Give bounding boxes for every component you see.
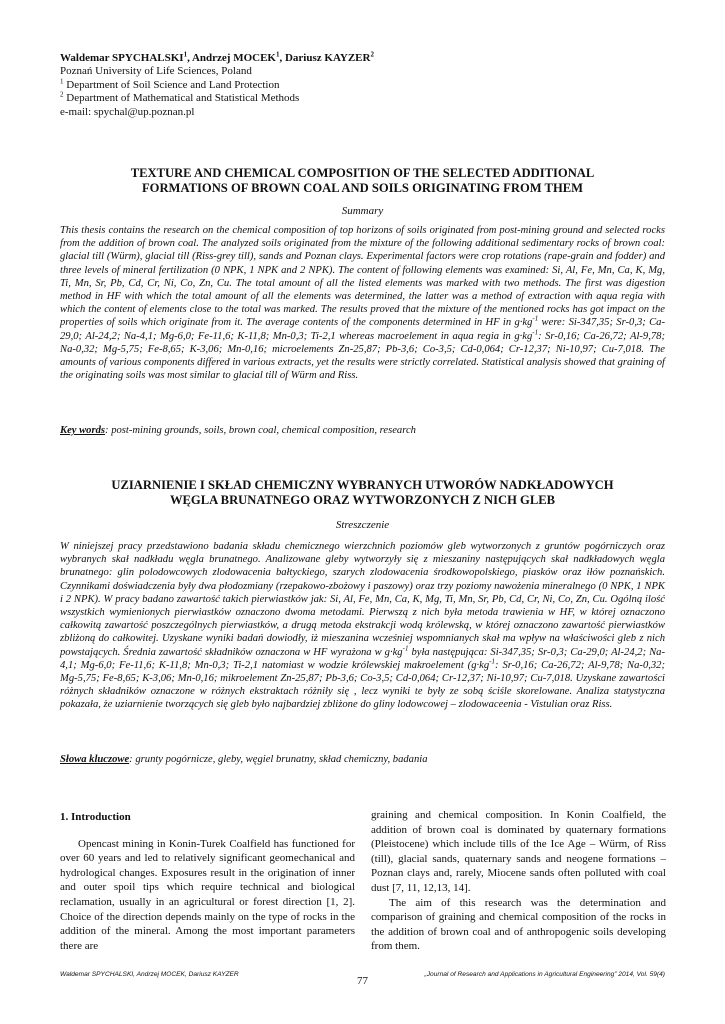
author-separator: ,: [279, 52, 285, 64]
streszczenie-heading: Streszczenie: [335, 519, 390, 531]
abstract-text: This thesis contains the research on the chemical composition of top horizons of soils originated from post-mining ground and selected rocks from the addition of brown coal. The analyzed soils originated from the mixture of the following additional sedimentary rocks of brown coal: glacial till (Würm), glacial till (Riss-grey till), sands and Poznan clays. Experimental factors were crop rotations (rape-grain and fodder) and three levels of mineral fertilization (0 NPK, 1 NPK and 2 NPK). The content of following elements was examined: Si, Al, Fe, Mn, Ca, K, Mg, Ti, Mn, Sr, Pb, Cd, Cr, Ni, Co, Zn, Cu. The total amount of all the listed elements was marked with two methods. The first was digestion method in HF with which the total amount of all the elements was determined, the latter was a method of extraction with aqua regia with which the content of elements close to the total was marked. The results proved that the mixture of the mentioned rocks has got impact on the properties of soils which originate from it. The average contents of the components determined in HF in g·kg: [60, 225, 665, 329]
title-line: FORMATIONS OF BROWN COAL AND SOILS ORIGINATING FROM THEM: [141, 181, 584, 195]
body-column-right: [371, 808, 666, 954]
affil-text: Department of Mathematical and Statistical Methods: [66, 92, 300, 105]
author-affil-mark: 2: [370, 50, 374, 59]
keywords-text: : grunty pogórnicze, gleby, węgiel brunatny, skład chemiczny, badania: [129, 754, 428, 765]
abstract-text: : Sr-0,16; Ca-26,72; Al-9,78; Na-0,32; Mg-5,75; Fe-8,65; K-3,06; Mn-0,16; mikroelement Zn-25,87; Pb-3,6; Co-3,5; Cd-0,064; Cr-12,37; Ni-10,97; Cu-7,018. Uzyskane zawartości różnych składników oznaczone w różnych ekstraktach różniły się , lecz wyniki te były ze sobą ściśle skorelowane. Analiza statystyczna pokazała, że uziarnienie tworzących się gleb było najbardziej zbliżone do gliny lodowcowej – zlodowaceenia - Vistulian oraz Riss.: [60, 659, 666, 711]
email: e-mail: spychal@up.poznan.pl: [60, 105, 195, 118]
unit-exponent: -1: [532, 328, 539, 337]
affiliation-2: [60, 92, 660, 105]
summary-heading: Summary: [341, 205, 384, 217]
title-line: WĘGLA BRUNATNEGO ORAZ WYTWORZONYCH Z NICH GLEB: [169, 493, 556, 507]
body-paragraph: The aim of this research was the determination and comparison of graining and chemical composition of the rocks in the addition of brown coal and of anthropogenic soils developing from them.: [371, 896, 666, 953]
affil-text: Department of Soil Science and Land Protection: [66, 78, 280, 91]
abstract-text: : Sr-0,16; Ca-26,72; Al-9,78; Na-0,32; Mg-5,75; Fe-8,65; K-3,06; Mn-0,16; microelements Zn-25,87; Pb-3,6; Co-3,5; Cd-0,064; Cr-12,37; Ni-10,97; Cu-7,018. The amounts of various components differed in various extracts, yet the results were strictly correlated. Statistical analysis showed that graining of the originating soils was most similar to glacial till of Würm and Riss.: [60, 330, 665, 382]
keywords-label: Słowa kluczowe: [60, 754, 130, 765]
affil-mark: 2: [60, 90, 64, 99]
keywords-label: Key words: [60, 425, 106, 436]
english-keywords: [60, 424, 665, 437]
abstract-text: była następująca: Si-347,35; Sr-0,3; Ca-29,0; Al-24,2; Na-4,1; Mg-6,0; Fe-11,6; K-11,8; Mn-0,3; Ti-2,1 natomiast w wodzie królewskiej makroelement (g·kg: [60, 646, 665, 671]
author-name: Dariusz KAYZER: [284, 52, 371, 64]
unit-exponent: -1: [402, 644, 409, 653]
footer-journal: „Journal of Research and Applications in Agricultural Engineering” 2014, Vol. 59(4): [424, 971, 665, 978]
author-line: [60, 52, 660, 65]
body-column-left: [60, 810, 355, 953]
english-abstract: [60, 224, 665, 382]
author-name: Andrzej MOCEK: [191, 52, 276, 64]
author-block: [60, 52, 660, 119]
section-heading: 1. Introduction: [60, 811, 131, 823]
university: Poznań University of Life Sciences, Poland: [60, 65, 252, 78]
title-line: TEXTURE AND CHEMICAL COMPOSITION OF THE SELECTED ADDITIONAL: [130, 166, 595, 180]
affil-mark: 1: [60, 77, 64, 86]
author-separator: ,: [187, 52, 192, 64]
polish-abstract: [60, 540, 665, 712]
english-title: [60, 166, 665, 196]
author-name: Waldemar SPYCHALSKI: [60, 52, 184, 64]
author-affil-mark: 1: [183, 50, 188, 59]
unit-exponent: -1: [489, 657, 495, 666]
title-line: UZIARNIENIE I SKŁAD CHEMICZNY WYBRANYCH UTWORÓW NADKŁADOWYCH: [111, 478, 614, 492]
polish-title: [60, 478, 665, 508]
page-footer: [60, 971, 665, 991]
page-number: 77: [357, 975, 368, 987]
unit-exponent: -1: [532, 314, 539, 323]
body-paragraph: graining and chemical composition. In Konin Coalfield, the addition of brown coal is dominated by quaternary formations (Pleistocene) which include tills of the Ice Age – Würm, of Riss (till), glacial sands, quaternary sands and neogene formations – Poznan clays and, rarely, Miocene sands often polluted with coal dust [7, 11, 12,13, 14].: [371, 809, 666, 894]
keywords-text: : post-mining grounds, soils, brown coal, chemical composition, research: [105, 425, 416, 436]
abstract-text: W niniejszej pracy przedstawiono badania składu chemicznego wierzchnich poziomów gleb wytworzonych z gruntów pogórniczych oraz wybranych skał nadkładu węgla brunatnego. Analizowane gleby wytworzyły się z mieszaniny następujących skał nadkładowych węgla brunatnego: glin polodowcowych zlodowacenia bałtyckiego, szarych zlodowacenia środkowopolskiego, piasków oraz iłów poznańskich. Czynnikami doświadczenia były dwa płodozmiany (rzepakowo-zbożowy i paszowy) oraz trzy poziomy nawożenia mineralnego (0 NPK, 1 NPK i 2 NPK). W pracy badano zawartość takich pierwiastków jak: Si, Al, Fe, Mn, Ca, K, Mg, Ti, Mn, Sr, Pb, Cd, Cr, Ni, Co, Zn, Cu. Ogólną ilość wszystkich wymienionych pierwiastków oznaczono dwoma metodami. Pierwszą z nich była metoda trawienia w HF, w której oznaczono całkowitą zawartość poszczególnych pierwiastków, a drugą metoda ekstrakcji wodą królewską, w której oznaczono zawartość pierwiastków zbliżoną do całkowitej. Uzyskane wyniki badań dowiodły, iż mieszanina wcześniej wspomnianych skał ma wpływ na właściwości gleb z nich powstających. Średnia zawartość składników oznaczona w HF wyrażona w g·kg: [60, 541, 665, 658]
polish-keywords: [60, 753, 665, 766]
body-paragraph: Opencast mining in Konin-Turek Coalfield has functioned for over 60 years and led to relatively significant geomechanical and hydrological changes. Exposures result in the origination of inner and outer spoil tips which require technical and biological reclamation, usually in an agricultural or forest direction [1, 2]. Choice of the direction depends mainly on the type of rocks in the addition of the mineral. Among the most important parameters there are: [60, 837, 355, 952]
author-affil-mark: 1: [275, 50, 280, 59]
abstract-text: were: Si-347,35; Sr-0,3; Ca-29,0; Al-24,2; Na-4,1; Mg-6,0; Fe-11,6; K-11,8; Mn-0,3; Ti-2,1 whereas macroelement in aqua regia in g·kg: [60, 317, 665, 342]
affiliation-1: [60, 79, 660, 92]
footer-authors: Waldemar SPYCHALSKI, Andrzej MOCEK, Dariusz KAYZER: [60, 971, 239, 978]
